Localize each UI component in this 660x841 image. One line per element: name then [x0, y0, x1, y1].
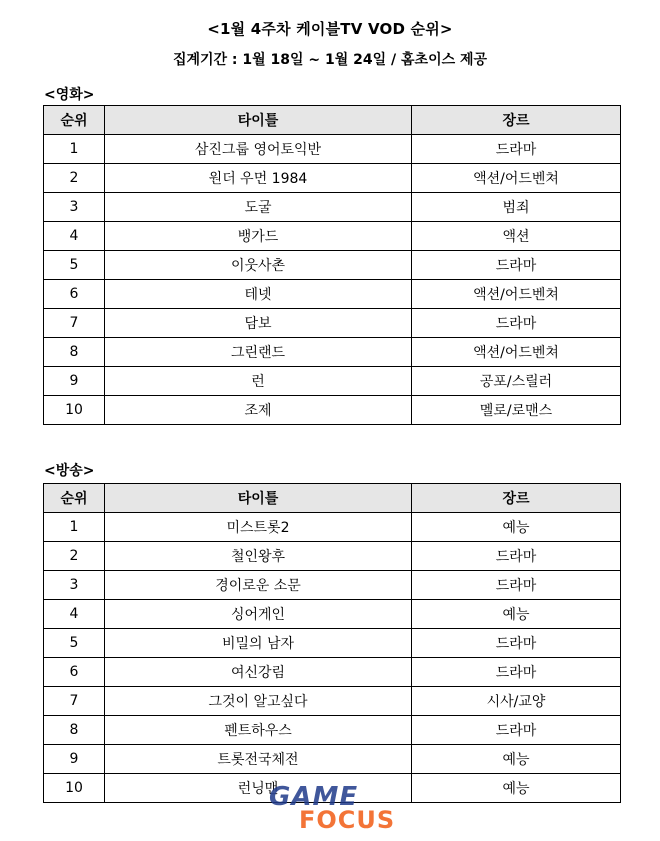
broadcast-section-label: <방송> [44, 463, 95, 479]
title-cell: 조제 [105, 396, 412, 425]
title-cell: 미스트롯2 [105, 513, 412, 542]
genre-cell: 액션 [412, 222, 621, 251]
rank-cell: 10 [44, 774, 105, 803]
table-row [44, 658, 621, 687]
table-row [44, 745, 621, 774]
title-cell: 테넷 [105, 280, 412, 309]
table-row [44, 193, 621, 222]
rank-cell: 5 [44, 251, 105, 280]
table-row [44, 396, 621, 425]
rank-cell: 1 [44, 135, 105, 164]
rank-cell: 1 [44, 513, 105, 542]
title-cell: 그린랜드 [105, 338, 412, 367]
genre-cell: 예능 [412, 774, 621, 803]
title-cell: 런 [105, 367, 412, 396]
title-cell: 그것이 알고싶다 [105, 687, 412, 716]
table-row [44, 600, 621, 629]
rank-cell: 4 [44, 222, 105, 251]
title-cell: 싱어게인 [105, 600, 412, 629]
rank-header: 순위 [44, 106, 105, 135]
title-cell: 비밀의 남자 [105, 629, 412, 658]
genre-cell: 드라마 [412, 658, 621, 687]
rank-cell: 8 [44, 716, 105, 745]
table-row [44, 309, 621, 338]
page-title: <1월 4주차 케이블TV VOD 순위> [207, 20, 453, 38]
page-subtitle: 집계기간 : 1월 18일 ~ 1월 24일 / 홈초이스 제공 [172, 52, 488, 68]
rank-cell: 2 [44, 542, 105, 571]
title-cell: 런닝맨 [105, 774, 412, 803]
title-header: 타이틀 [105, 484, 412, 513]
rank-cell: 3 [44, 571, 105, 600]
genre-cell: 액션/어드벤쳐 [412, 280, 621, 309]
title-cell: 이웃사촌 [105, 251, 412, 280]
title-cell: 삼진그룹 영어토익반 [105, 135, 412, 164]
rank-cell: 2 [44, 164, 105, 193]
table-row [44, 513, 621, 542]
table-row [44, 629, 621, 658]
table-row [44, 280, 621, 309]
table-row [44, 542, 621, 571]
table-row [44, 338, 621, 367]
table-row [44, 367, 621, 396]
genre-cell: 예능 [412, 745, 621, 774]
rank-cell: 6 [44, 658, 105, 687]
rank-cell: 10 [44, 396, 105, 425]
genre-cell: 드라마 [412, 309, 621, 338]
table-header-row [44, 106, 621, 135]
genre-cell: 드라마 [412, 251, 621, 280]
watermark-line2: FOCUS [299, 806, 396, 834]
genre-cell: 공포/스릴러 [412, 367, 621, 396]
genre-cell: 시사/교양 [412, 687, 621, 716]
table-row [44, 571, 621, 600]
genre-cell: 액션/어드벤쳐 [412, 164, 621, 193]
rank-cell: 8 [44, 338, 105, 367]
title-cell: 원더 우먼 1984 [105, 164, 412, 193]
table-row [44, 687, 621, 716]
genre-cell: 멜로/로맨스 [412, 396, 621, 425]
broadcast-table-body [44, 513, 621, 803]
genre-cell: 드라마 [412, 542, 621, 571]
title-cell: 철인왕후 [105, 542, 412, 571]
title-cell: 뱅가드 [105, 222, 412, 251]
genre-cell: 드라마 [412, 629, 621, 658]
rank-cell: 6 [44, 280, 105, 309]
watermark-line1: GAME [269, 782, 359, 812]
genre-cell: 액션/어드벤쳐 [412, 338, 621, 367]
title-header: 타이틀 [105, 106, 412, 135]
title-cell: 트롯전국체전 [105, 745, 412, 774]
rank-cell: 7 [44, 309, 105, 338]
genre-cell: 범죄 [412, 193, 621, 222]
title-cell: 펜트하우스 [105, 716, 412, 745]
genre-cell: 드라마 [412, 135, 621, 164]
genre-header: 장르 [412, 484, 621, 513]
title-cell: 도굴 [105, 193, 412, 222]
rank-cell: 4 [44, 600, 105, 629]
movie-table-body [44, 135, 621, 425]
title-cell: 여신강림 [105, 658, 412, 687]
genre-header: 장르 [412, 106, 621, 135]
table-header-row [44, 484, 621, 513]
genre-cell: 예능 [412, 600, 621, 629]
movie-table [43, 105, 621, 425]
genre-cell: 드라마 [412, 571, 621, 600]
rank-cell: 9 [44, 745, 105, 774]
genre-cell: 예능 [412, 513, 621, 542]
broadcast-table [43, 483, 621, 803]
rank-cell: 9 [44, 367, 105, 396]
table-row [44, 251, 621, 280]
table-row [44, 164, 621, 193]
movie-section-label: <영화> [44, 87, 95, 103]
table-row [44, 222, 621, 251]
gamefocus-watermark-logo [255, 782, 405, 832]
table-row [44, 716, 621, 745]
rank-cell: 7 [44, 687, 105, 716]
rank-cell: 3 [44, 193, 105, 222]
title-cell: 담보 [105, 309, 412, 338]
title-cell: 경이로운 소문 [105, 571, 412, 600]
genre-cell: 드라마 [412, 716, 621, 745]
rank-cell: 5 [44, 629, 105, 658]
table-row [44, 135, 621, 164]
rank-header: 순위 [44, 484, 105, 513]
